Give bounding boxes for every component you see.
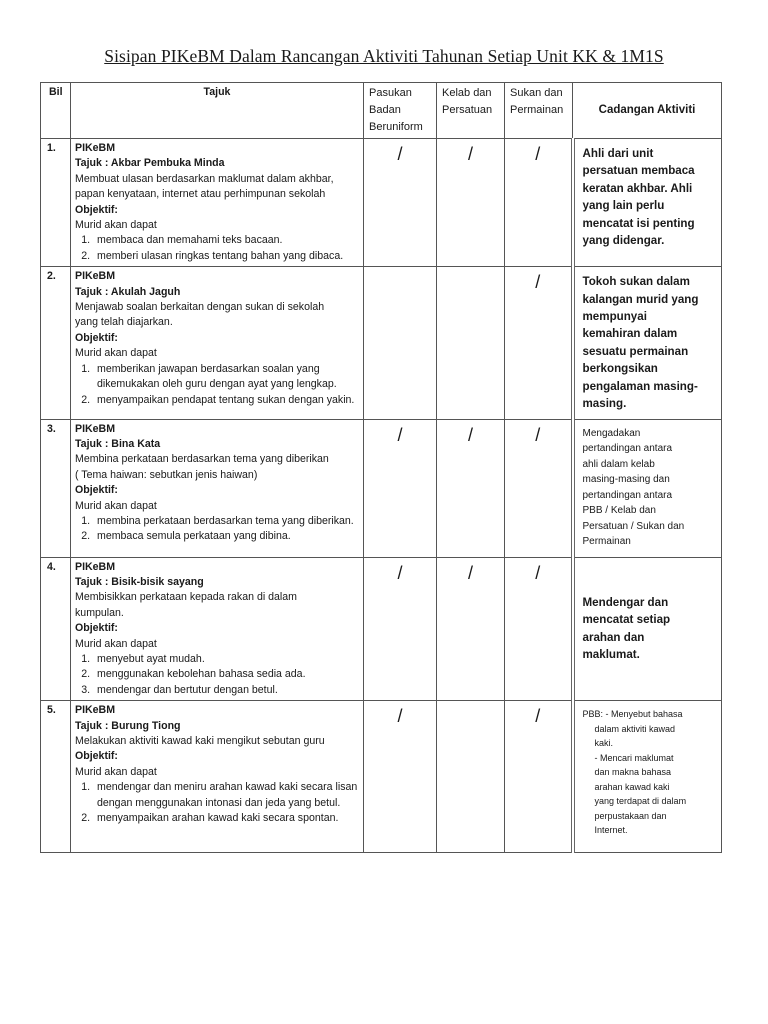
topic-description: ( Tema haiwan: sebutkan jenis haiwan) xyxy=(75,468,258,481)
row-number: 5. xyxy=(41,701,71,853)
activity-line: Persatuan / Sukan dan xyxy=(582,520,685,532)
objective-label: Objektif: xyxy=(75,203,118,216)
tick-sukan-permainan-cell xyxy=(505,701,573,853)
activity-line: Permainan xyxy=(582,536,631,547)
tick-pasukan-badan-beruniform-cell xyxy=(364,139,437,267)
topic-description: Menjawab soalan berkaitan dengan sukan di sekolah xyxy=(75,301,325,314)
objective-intro: Murid akan dapat xyxy=(75,499,157,512)
objective-item: 1. menyebut ayat mudah. xyxy=(93,652,359,667)
activity-line: PBB / Kelab dan xyxy=(582,505,656,516)
program-label: PIKeBM xyxy=(75,422,116,435)
header-tajuk: Tajuk xyxy=(71,83,364,139)
activity-line: berkongsikan xyxy=(582,362,658,376)
objective-item: 3. mendengar dan bertutur dengan betul. xyxy=(93,683,359,698)
activity-line: dan makna bahasa xyxy=(594,767,672,778)
objective-list xyxy=(75,362,359,408)
objective-item: 2. membaca semula perkataan yang dibina. xyxy=(93,529,359,544)
tick-pasukan-badan-beruniform-cell xyxy=(364,419,437,557)
activity-line: maklumat. xyxy=(582,648,640,662)
tick-sukan-permainan-cell xyxy=(505,139,573,267)
header-kelab-persatuan: Kelab dan Persatuan xyxy=(437,83,505,139)
objective-label: Objektif: xyxy=(75,331,118,344)
objective-list xyxy=(75,233,359,264)
activity-line: arahan kawad kaki xyxy=(594,781,670,792)
topic-description: Melakukan aktiviti kawad kaki mengikut sebutan guru xyxy=(75,734,325,747)
activity-line: pertandingan antara xyxy=(582,443,673,454)
activity-line: sesuatu permainan xyxy=(582,344,689,358)
row-number: 3. xyxy=(41,419,71,557)
activity-line: kemahiran dalam xyxy=(582,327,678,341)
objective-intro: Murid akan dapat xyxy=(75,347,157,360)
row-content xyxy=(71,139,364,267)
activity-line: arahan dan xyxy=(582,630,645,644)
activity-line: Mendengar dan xyxy=(582,596,669,610)
topic-description: Membina perkataan berdasarkan tema yang diberikan xyxy=(75,453,329,466)
activity-line: ahli dalam kelab xyxy=(582,458,655,470)
tick-pasukan-badan-beruniform-cell xyxy=(364,701,437,853)
tick-kelab-persatuan-cell xyxy=(437,701,505,853)
activity-line: dalam aktiviti kawad xyxy=(594,723,676,734)
objective-intro: Murid akan dapat xyxy=(75,765,157,778)
activity-line: kalangan murid yang xyxy=(582,292,699,306)
tick-mark: / xyxy=(535,706,541,727)
suggested-activity xyxy=(573,701,722,853)
table-row xyxy=(41,419,722,557)
topic-description: Membuat ulasan berdasarkan maklumat dalam akhbar, xyxy=(75,172,334,185)
objective-item: 1. membaca dan memahami teks bacaan. xyxy=(93,233,359,248)
activity-line: yang didengar. xyxy=(582,234,665,248)
table-header-row xyxy=(41,83,722,139)
table-row xyxy=(41,267,722,419)
row-number: 1. xyxy=(41,139,71,267)
tick-kelab-persatuan-cell xyxy=(437,139,505,267)
objective-list xyxy=(75,652,359,698)
tick-mark: / xyxy=(467,424,473,445)
tick-mark: / xyxy=(535,424,541,445)
suggested-activity xyxy=(573,139,722,267)
activity-line: pertandingan antara xyxy=(582,489,673,501)
topic-description: yang telah diajarkan. xyxy=(75,316,173,329)
tick-mark: / xyxy=(535,562,541,583)
activity-line: perpustakaan dan xyxy=(594,810,667,821)
tick-mark: / xyxy=(535,272,541,293)
activity-line: masing. xyxy=(582,397,627,411)
tick-pasukan-badan-beruniform-cell xyxy=(364,267,437,419)
topic-title: Tajuk : Akbar Pembuka Minda xyxy=(75,157,225,170)
suggested-activity xyxy=(573,419,722,557)
objective-intro: Murid akan dapat xyxy=(75,637,157,650)
header-sukan-permainan: Sukan dan Permainan xyxy=(505,83,573,139)
tick-kelab-persatuan-cell xyxy=(437,557,505,701)
tick-sukan-permainan-cell xyxy=(505,419,573,557)
tick-sukan-permainan-cell xyxy=(505,557,573,701)
row-content xyxy=(71,267,364,419)
objective-label: Objektif: xyxy=(75,750,118,763)
tick-mark: / xyxy=(467,144,473,164)
tick-mark: / xyxy=(467,562,473,583)
objective-item: 2. menyampaikan pendapat tentang sukan dengan yakin. xyxy=(93,393,359,408)
program-label: PIKeBM xyxy=(75,270,116,283)
tick-kelab-persatuan-cell xyxy=(437,419,505,557)
activity-line: mencatat isi penting xyxy=(582,216,695,230)
activity-line: pengalaman masing- xyxy=(582,379,698,393)
objective-item: 2. memberi ulasan ringkas tentang bahan yang dibaca. xyxy=(93,249,359,264)
table-row xyxy=(41,557,722,701)
activity-table xyxy=(40,82,722,853)
program-label: PIKeBM xyxy=(75,704,116,717)
header-pasukan-badan-beruniform: Pasukan Badan Beruniform xyxy=(364,83,437,139)
activity-line: PBB: - Menyebut bahasa xyxy=(582,709,683,720)
tick-pasukan-badan-beruniform-cell xyxy=(364,557,437,701)
topic-title: Tajuk : Bisik-bisik sayang xyxy=(75,575,204,588)
topic-description: Membisikkan perkataan kepada rakan di dalam xyxy=(75,591,298,604)
row-content xyxy=(71,419,364,557)
tick-mark: / xyxy=(397,706,403,727)
row-content xyxy=(71,701,364,853)
row-content xyxy=(71,557,364,701)
suggested-activity xyxy=(573,267,722,419)
topic-title: Tajuk : Bina Kata xyxy=(75,437,161,450)
row-number: 4. xyxy=(41,557,71,701)
tick-mark: / xyxy=(397,562,403,583)
topic-title: Tajuk : Burung Tiong xyxy=(75,719,181,732)
document-title: Sisipan PIKeBM Dalam Rancangan Aktiviti Tahunan Setiap Unit KK & 1M1S xyxy=(104,46,664,66)
activity-line: - Mencari maklumat xyxy=(594,752,674,763)
suggested-activity xyxy=(573,557,722,701)
table-row xyxy=(41,139,722,267)
header-cadangan-aktiviti: Cadangan Aktiviti xyxy=(573,83,722,139)
topic-title: Tajuk : Akulah Jaguh xyxy=(75,285,181,298)
tick-mark: / xyxy=(397,144,403,164)
topic-description: kumpulan. xyxy=(75,606,124,619)
activity-line: mencatat setiap xyxy=(582,613,671,627)
objective-item: 2. menggunakan kebolehan bahasa sedia ada. xyxy=(93,667,359,682)
tick-mark: / xyxy=(397,424,403,445)
activity-line: persatuan membaca xyxy=(582,164,695,178)
objective-intro: Murid akan dapat xyxy=(75,219,157,232)
objective-item: 1. membina perkataan berdasarkan tema yang diberikan. xyxy=(93,514,359,529)
header-bil: Bil xyxy=(41,83,71,139)
program-label: PIKeBM xyxy=(75,560,116,573)
activity-line: keratan akhbar. Ahli xyxy=(582,181,693,195)
table-row xyxy=(41,701,722,853)
objective-list xyxy=(75,780,359,826)
activity-line: Mengadakan xyxy=(582,427,641,439)
activity-line: yang terdapat di dalam xyxy=(594,796,687,807)
objective-item: 2. menyampaikan arahan kawad kaki secara spontan. xyxy=(93,811,359,826)
activity-line: kaki. xyxy=(594,738,614,749)
objective-item: 1. memberikan jawapan berdasarkan soalan yang dikemukakan oleh guru dengan ayat yang lengkap. xyxy=(93,362,359,393)
topic-description: papan kenyataan, internet atau perhimpunan sekolah xyxy=(75,188,326,201)
activity-line: Tokoh sukan dalam xyxy=(582,275,690,289)
row-number: 2. xyxy=(41,267,71,419)
tick-sukan-permainan-cell xyxy=(505,267,573,419)
activity-line: Ahli dari unit xyxy=(582,147,654,160)
objective-label: Objektif: xyxy=(75,622,118,635)
program-label: PIKeBM xyxy=(75,142,116,154)
objective-label: Objektif: xyxy=(75,484,118,497)
tick-mark: / xyxy=(535,144,541,164)
tick-kelab-persatuan-cell xyxy=(437,267,505,419)
activity-line: yang lain perlu xyxy=(582,199,665,213)
activity-line: mempunyai xyxy=(582,310,647,324)
objective-list xyxy=(75,514,359,545)
activity-line: Internet. xyxy=(594,825,628,836)
activity-line: masing-masing dan xyxy=(582,474,670,485)
objective-item: 1. mendengar dan meniru arahan kawad kaki secara lisan dengan menggunakan intonasi dan jeda yang betul. xyxy=(93,780,359,811)
